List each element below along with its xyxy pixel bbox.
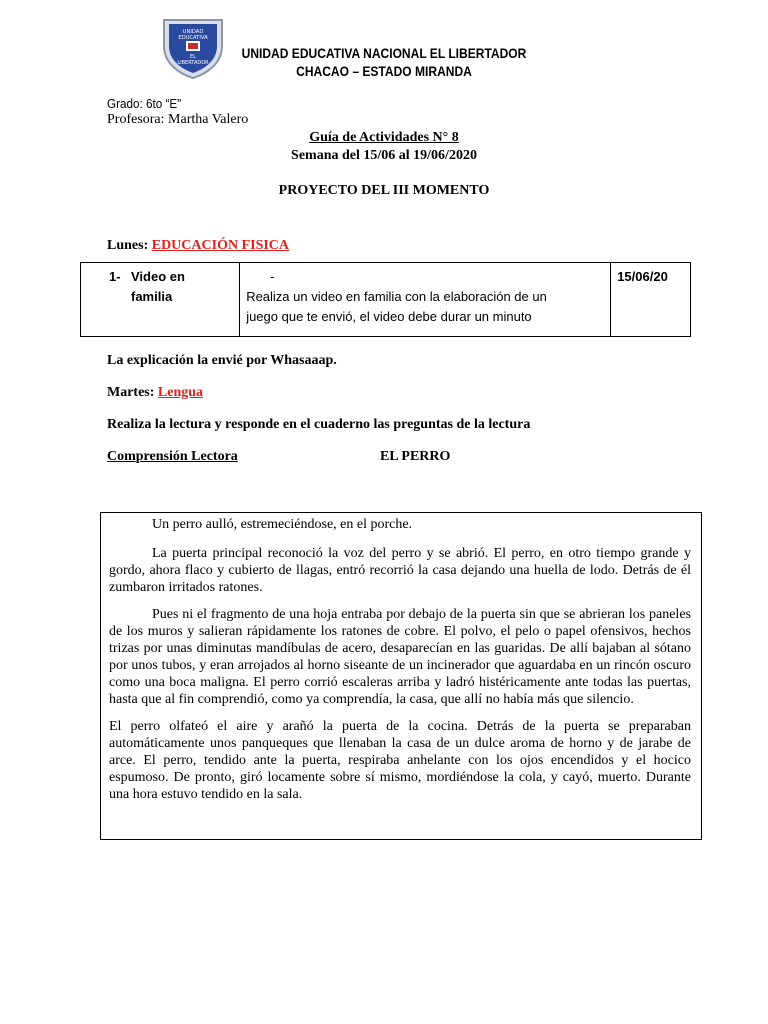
martes-label: Martes: xyxy=(107,385,158,400)
instruccion: Realiza la lectura y responde en el cuaderno las preguntas de la lectura xyxy=(107,417,531,432)
guia-semana: Semana del 15/06 al 19/06/2020 xyxy=(291,148,477,163)
activity-cell xyxy=(81,263,240,337)
story-paragraph-1: Un perro aulló, estremeciéndose, en el porche. xyxy=(152,517,413,532)
description-cell xyxy=(240,263,611,337)
martes-line xyxy=(107,385,203,401)
logo-text-3: EL xyxy=(190,54,196,60)
logo-text-1: UNIDAD xyxy=(182,29,204,35)
activity-number: 1- xyxy=(109,269,121,284)
story-box xyxy=(100,512,702,840)
story-paragraph-2: La puerta principal reconoció la voz del perro y se abrió. El perro, en otro tiempo grande y gordo, ahora flaco y cubierto de llagas, entró recorrió la casa dejando una huella de lodo. Detrás de él zumbaron irritados ratones. xyxy=(109,546,691,595)
martes-subject: Lengua xyxy=(157,385,204,400)
profesora: Profesora: Martha Valero xyxy=(107,112,249,127)
story-paragraph-4: El perro olfateó el aire y arañó la puerta de la cocina. Detrás de la puerta se preparaban automáticamente unos panqueques que llenaban la casa de un dulce aroma de horno y de jarabe de arce. El perro, tendido ante la puerta, respiraba anhelante con los ojos encendidos y el hocico espumoso. De pronto, giró locamente sobre sí mismo, mordiéndose la cola, y cayó, muerto. Durante una hora estuvo tendido en la sala. xyxy=(109,719,691,802)
proyecto-title: PROYECTO DEL III MOMENTO xyxy=(278,183,490,198)
school-location: CHACAO – ESTADO MIRANDA xyxy=(296,63,472,79)
activity-name: Video en familia xyxy=(131,269,185,304)
description-dash: - xyxy=(270,269,275,284)
date-cell xyxy=(611,263,691,337)
grado: Grado: 6to “E” xyxy=(107,96,182,111)
school-name: UNIDAD EDUCATIVA NACIONAL EL LIBERTADOR xyxy=(241,45,527,61)
lunes-label: Lunes: xyxy=(107,238,152,253)
logo-text-4: LIBERTADOR xyxy=(177,60,209,66)
explicacion: La explicación la envié por Whasaaap. xyxy=(107,353,337,368)
story-paragraph-3: Pues ni el fragmento de una hoja entraba por debajo de la puerta sin que se abrieran los paneles de los muros y salieran rápidamente los ratones de cobre. El polvo, el pelo o papel ofensivos, hechos trizas por unas diminutas mandíbulas de acero, desaparecían en las guaridas. De allí bajaban al sótano por unos tubos, y eran arrojados al horno siseante de un incinerador que aguardaba en un rincón oscuro como una boca maligna. El perro corrió escaleras arriba y ladró histéricamente ante todas las puertas, hasta que al fin comprendió, como ya comprendía, la casa, que allí no había más que silencio. xyxy=(109,607,691,707)
comprension-label: Comprensión Lectora xyxy=(107,449,238,464)
lunes-subject: EDUCACIÓN FISICA xyxy=(151,238,290,253)
activity-description: Realiza un video en familia con la elaboración de un juego que te envió, el video debe durar un minuto xyxy=(246,289,547,324)
activity-table xyxy=(80,262,691,337)
logo-text-2: EDUCATIVA xyxy=(178,35,208,41)
guia-title: Guía de Actividades N° 8 xyxy=(309,130,459,145)
story-title: EL PERRO xyxy=(380,449,451,464)
school-header xyxy=(54,44,714,80)
table-row xyxy=(81,263,691,337)
activity-date: 15/06/20 xyxy=(617,269,668,284)
lunes-line xyxy=(107,238,289,254)
